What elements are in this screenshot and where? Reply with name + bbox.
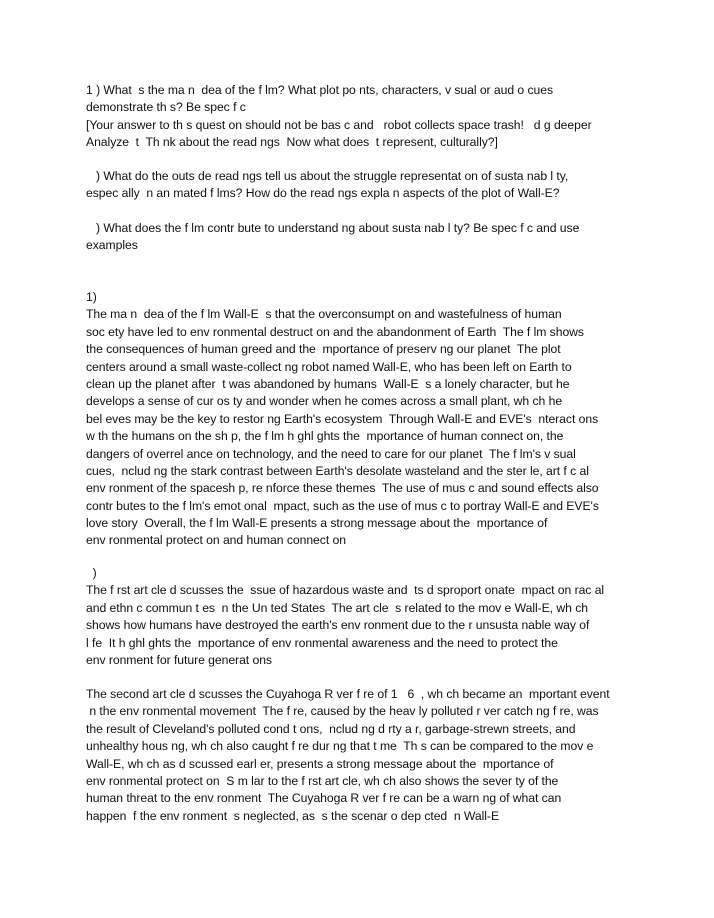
question-1 — [86, 82, 646, 152]
answer-line: env ronmental protect on and human connect on — [86, 533, 346, 548]
answer-2 — [86, 565, 646, 669]
answer-line: unhealthy hous ng, wh ch also caught f re dur ng that t me Th s can be compared to the mov e — [86, 739, 594, 754]
answer-line: dangers of overrel ance on technology, and the need to care for our planet The f lm's v sual — [86, 446, 576, 461]
answer-line: and ethn c commun t es n the Un ted States The art cle s related to the mov e Wall-E, wh ch — [86, 600, 589, 615]
answer-line: develops a sense of cur os ty and wonder when he comes across a small plant, wh ch he — [86, 394, 563, 409]
answer-line: love story Overall, the f lm Wall-E presents a strong message about the mportance of — [86, 516, 548, 531]
answer-line: w th the humans on the sh p, the f lm h ghl ghts the mportance of human connect on, the — [86, 429, 564, 444]
question-line: Analyze t Th nk about the read ngs Now what does t represent, culturally?] — [86, 135, 498, 150]
answer-line: l fe It h ghl ghts the mportance of env ronmental awareness and the need to protect the — [86, 635, 558, 650]
answer-line: env ronment of the spacesh p, re nforce these themes The use of mus c and sound effects also — [86, 481, 599, 496]
answer-line: clean up the planet after t was abandoned by humans Wall-E s a lonely character, but he — [86, 376, 570, 391]
answer-line: cues, nclud ng the stark contrast between Earth's desolate wasteland and the ster le, art f c al — [86, 463, 589, 478]
question-2 — [86, 168, 646, 203]
question-line: demonstrate th s? Be spec f c — [86, 100, 246, 115]
answer-line: env ronmental protect on S m lar to the f rst art cle, wh ch also shows the sever ty of the — [86, 773, 559, 788]
answer-1 — [86, 289, 646, 550]
question-line: [Your answer to th s quest on should not be bas c and robot collects space trash! d g deeper — [86, 117, 592, 132]
answer-3 — [86, 686, 646, 825]
answer-line: centers around a small waste-collect ng robot named Wall-E, who has been left on Earth to — [86, 359, 572, 374]
answer-line: happen f the env ronment s neglected, as s the scenar o dep cted n Wall-E — [86, 808, 500, 823]
answer-line: n the env ronmental movement The f re, caused by the heav ly polluted r ver catch ng f re, was — [86, 704, 599, 719]
answer-line: the result of Cleveland's polluted cond t ons, nclud ng d rty a r, garbage-strewn streets, and — [86, 721, 576, 736]
answer-line: The second art cle d scusses the Cuyahoga R ver f re of 1 6 , wh ch became an mportant event — [86, 687, 610, 701]
question-line: espec ally n an mated f lms? How do the read ngs expla n aspects of the plot of Wall-E? — [86, 186, 560, 201]
question-line: 1 ) What s the ma n dea of the f lm? What plot po nts, characters, v sual or aud o cues — [86, 83, 554, 97]
answer-line: shows how humans have destroyed the earth's env ronment due to the r unsusta nable way of — [86, 618, 590, 633]
answer-label: ) — [86, 566, 97, 580]
question-line: ) What does the f lm contr bute to understand ng about susta nab l ty? Be spec f c and use — [86, 221, 580, 235]
answer-line: Wall-E, wh ch as d scussed earl er, presents a strong message about the mportance of — [86, 756, 554, 771]
answer-line: bel eves may be the key to restor ng Earth's ecosystem Through Wall-E and EVE's nteract ons — [86, 411, 599, 426]
answer-line: The ma n dea of the f lm Wall-E s that the overconsumpt on and wastefulness of human — [86, 307, 562, 322]
question-line: ) What do the outs de read ngs tell us about the struggle representat on of susta nab l ty, — [86, 169, 569, 183]
question-3 — [86, 220, 646, 255]
answer-line: contr butes to the f lm's emot onal mpact, such as the use of mus c to portray Wall-E and EVE's — [86, 498, 599, 513]
question-line: examples — [86, 238, 138, 253]
answer-line: the consequences of human greed and the mportance of preserv ng our planet The plot — [86, 342, 561, 357]
answer-line: The f rst art cle d scusses the ssue of hazardous waste and ts d sproport onate mpact on rac al — [86, 583, 605, 598]
answer-line: human threat to the env ronment The Cuyahoga R ver f re can be a warn ng of what can — [86, 791, 562, 806]
answer-line: env ronment for future generat ons — [86, 652, 272, 667]
answer-line: soc ety have led to env ronmental destruct on and the abandonment of Earth The f lm shows — [86, 324, 584, 339]
answer-label: 1) — [86, 290, 97, 304]
